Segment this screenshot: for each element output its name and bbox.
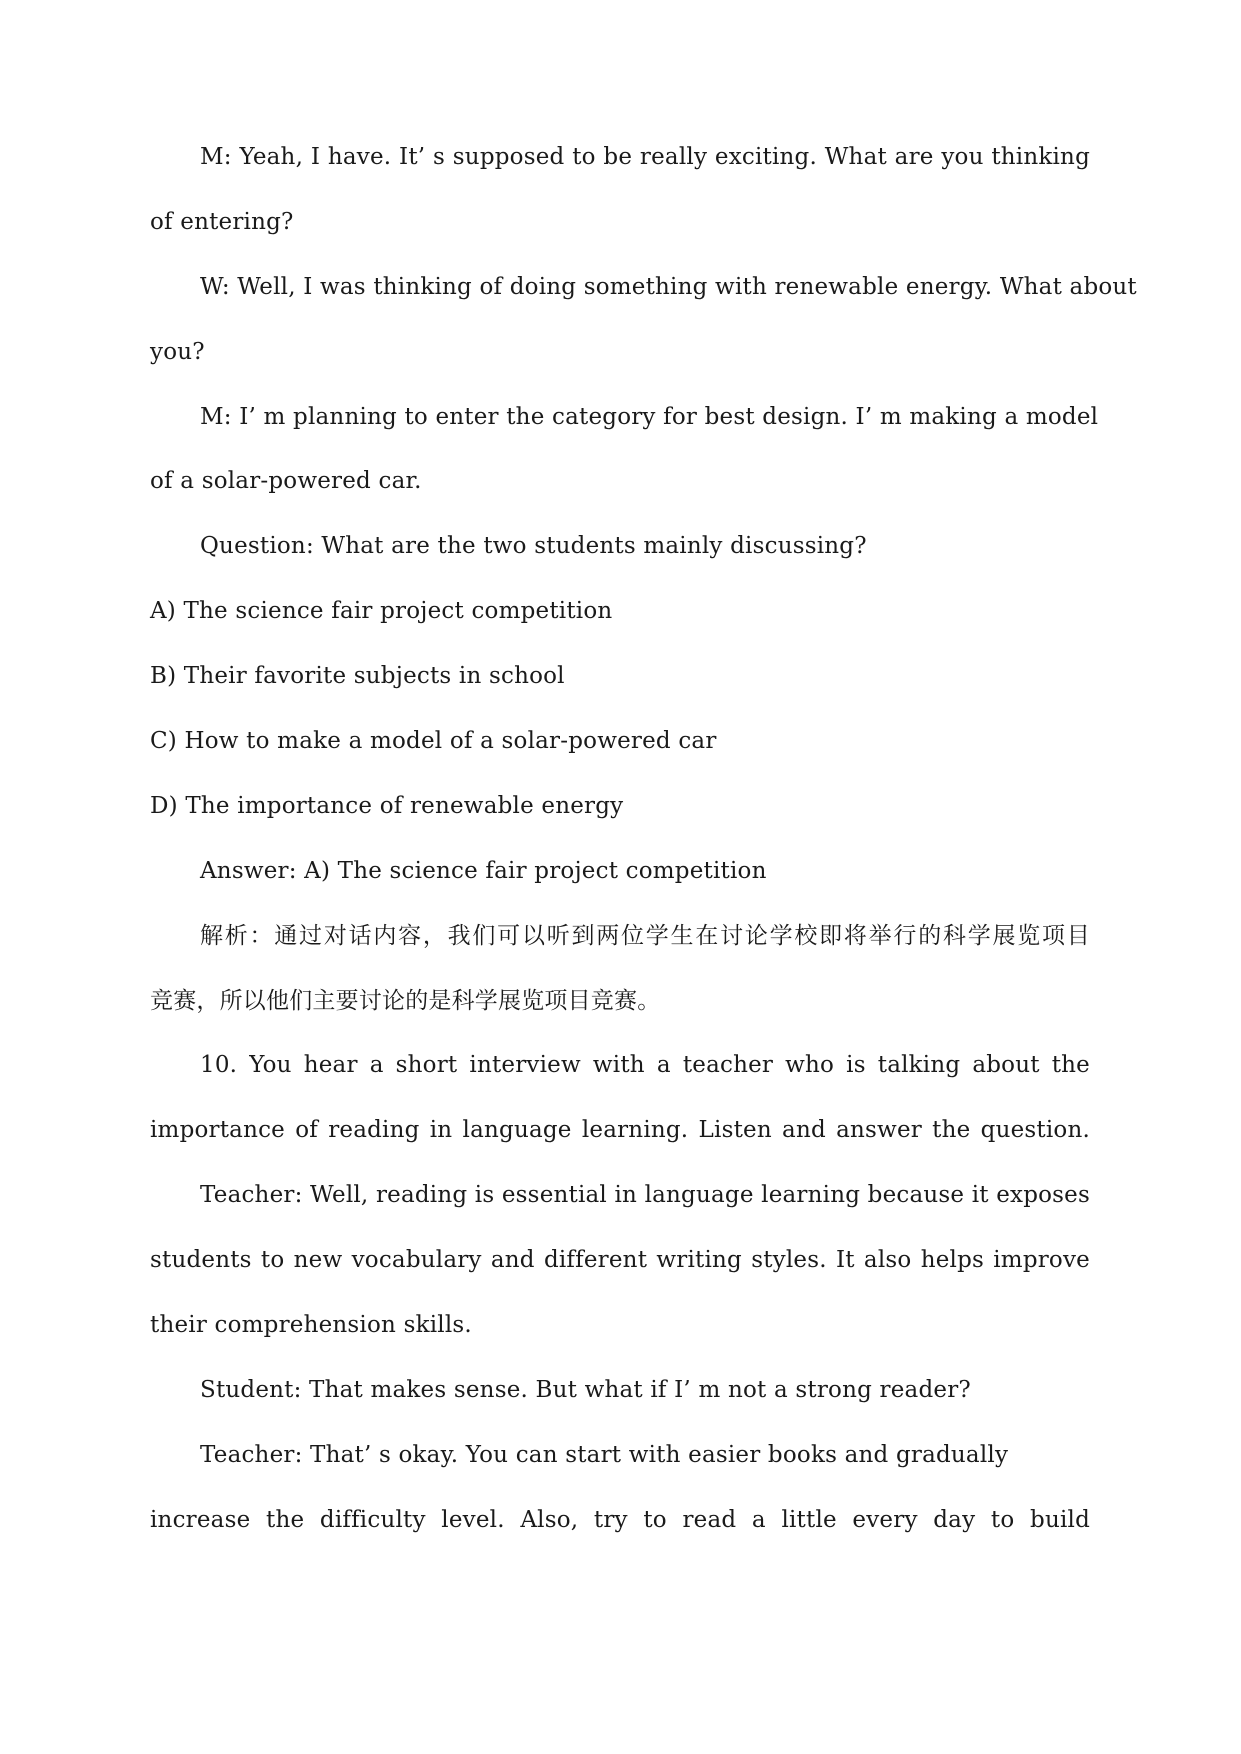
option-a: A) The science fair project competition — [150, 598, 613, 625]
teacher-line-2-cont: increase the difficulty level. Also, try to read a little every day to build — [150, 1506, 1090, 1533]
question-10-prompt: 10. You hear a short interview with a teacher who is talking about the — [200, 1052, 1090, 1079]
dialogue-line-m-2: M: I’ m planning to enter the category for best design. I’ m making a model — [200, 403, 1099, 430]
option-d: D) The importance of renewable energy — [150, 792, 624, 819]
teacher-line-1: Teacher: Well, reading is essential in language learning because it exposes — [200, 1182, 1090, 1209]
document-body — [150, 140, 1137, 1568]
teacher-line-2: Teacher: That’ s okay. You can start with easier books and gradually — [200, 1441, 1009, 1468]
dialogue-line-w-1: W: Well, I was thinking of doing something with renewable energy. What about — [200, 273, 1137, 300]
student-line-1: Student: That makes sense. But what if I’ m not a strong reader? — [200, 1376, 971, 1403]
dialogue-line-m-1-cont: of entering? — [150, 208, 294, 235]
option-b: B) Their favorite subjects in school — [150, 663, 565, 690]
option-c: C) How to make a model of a solar-powered car — [150, 728, 717, 755]
dialogue-line-w-1-cont: you? — [150, 338, 205, 365]
dialogue-line-m-1: M: Yeah, I have. It’ s supposed to be really exciting. What are you thinking — [200, 144, 1090, 170]
question-text: Question: What are the two students mainly discussing? — [200, 533, 867, 560]
analysis-text-cont: 竞赛，所以他们主要讨论的是科学展览项目竞赛。 — [150, 987, 661, 1014]
question-10-prompt-cont: importance of reading in language learning. Listen and answer the question. — [150, 1117, 1090, 1144]
teacher-line-1-end: their comprehension skills. — [150, 1312, 472, 1339]
answer-text: Answer: A) The science fair project competition — [200, 857, 767, 884]
analysis-text: 解析：通过对话内容，我们可以听到两位学生在讨论学校即将举行的科学展览项目 — [200, 922, 1090, 949]
teacher-line-1-cont: students to new vocabulary and different writing styles. It also helps improve — [150, 1247, 1090, 1274]
dialogue-line-m-2-cont: of a solar-powered car. — [150, 468, 422, 495]
